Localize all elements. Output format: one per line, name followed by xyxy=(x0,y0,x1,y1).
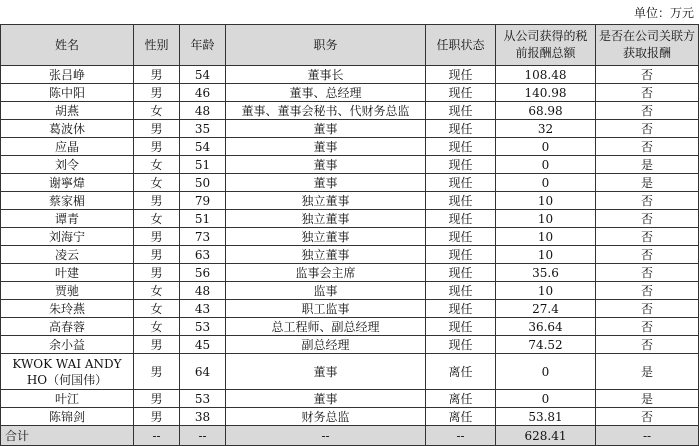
cell-related: 否 xyxy=(596,102,699,120)
cell-status: 现任 xyxy=(426,138,496,156)
cell-comp: 0 xyxy=(496,354,596,390)
cell-title: 独立董事 xyxy=(226,228,426,246)
cell-title: 董事 xyxy=(226,120,426,138)
cell-related: 否 xyxy=(596,300,699,318)
header-title: 职务 xyxy=(226,25,426,66)
cell-title: 董事长 xyxy=(226,66,426,84)
cell-gender: 男 xyxy=(134,354,180,390)
cell-related: 否 xyxy=(596,192,699,210)
cell-age: 51 xyxy=(180,210,226,228)
cell-comp: 0 xyxy=(496,390,596,408)
cell-comp: 27.4 xyxy=(496,300,596,318)
cell-gender: 女 xyxy=(134,318,180,336)
header-gender: 性别 xyxy=(134,25,180,66)
cell-related: 否 xyxy=(596,336,699,354)
cell-gender: 女 xyxy=(134,282,180,300)
cell-title: 董事、总经理 xyxy=(226,84,426,102)
cell-name: 高春蓉 xyxy=(1,318,134,336)
cell-gender: 男 xyxy=(134,66,180,84)
cell-gender: 女 xyxy=(134,156,180,174)
cell-status: 现任 xyxy=(426,282,496,300)
cell-title: 副总经理 xyxy=(226,336,426,354)
table-row xyxy=(1,156,699,174)
cell-status: 现任 xyxy=(426,192,496,210)
cell-status: 现任 xyxy=(426,228,496,246)
cell-status: 现任 xyxy=(426,120,496,138)
cell-title: 总工程师、副总经理 xyxy=(226,318,426,336)
cell-title: 监事 xyxy=(226,282,426,300)
cell-title: 监事会主席 xyxy=(226,264,426,282)
cell-comp: 68.98 xyxy=(496,102,596,120)
cell-comp: 10 xyxy=(496,228,596,246)
table-row xyxy=(1,264,699,282)
total-related: -- xyxy=(596,426,699,446)
cell-gender: 男 xyxy=(134,408,180,426)
cell-name: 应晶 xyxy=(1,138,134,156)
cell-comp: 74.52 xyxy=(496,336,596,354)
total-label: 合计 xyxy=(1,426,134,446)
cell-related: 否 xyxy=(596,408,699,426)
total-status: -- xyxy=(426,426,496,446)
cell-age: 48 xyxy=(180,102,226,120)
header-compensation: 从公司获得的税前报酬总额 xyxy=(496,25,596,66)
cell-title: 独立董事 xyxy=(226,246,426,264)
cell-name: 刘海宁 xyxy=(1,228,134,246)
cell-age: 35 xyxy=(180,120,226,138)
cell-status: 离任 xyxy=(426,408,496,426)
cell-name: 谢寧煒 xyxy=(1,174,134,192)
cell-comp: 0 xyxy=(496,174,596,192)
table-row xyxy=(1,318,699,336)
total-row xyxy=(1,426,699,446)
cell-related: 否 xyxy=(596,120,699,138)
cell-comp: 53.81 xyxy=(496,408,596,426)
cell-name: 谭青 xyxy=(1,210,134,228)
table-row xyxy=(1,408,699,426)
table-row xyxy=(1,210,699,228)
cell-name: 余小益 xyxy=(1,336,134,354)
header-row xyxy=(1,25,699,66)
cell-related: 否 xyxy=(596,282,699,300)
cell-title: 独立董事 xyxy=(226,192,426,210)
cell-title: 财务总监 xyxy=(226,408,426,426)
cell-name: 蔡家楣 xyxy=(1,192,134,210)
cell-status: 现任 xyxy=(426,66,496,84)
table-row xyxy=(1,354,699,390)
cell-title: 董事 xyxy=(226,354,426,390)
cell-title: 董事 xyxy=(226,138,426,156)
header-name: 姓名 xyxy=(1,25,134,66)
total-comp: 628.41 xyxy=(496,426,596,446)
cell-age: 73 xyxy=(180,228,226,246)
table-row xyxy=(1,282,699,300)
cell-comp: 10 xyxy=(496,246,596,264)
cell-status: 离任 xyxy=(426,354,496,390)
table-row xyxy=(1,102,699,120)
cell-title: 董事 xyxy=(226,174,426,192)
cell-comp: 35.6 xyxy=(496,264,596,282)
cell-gender: 男 xyxy=(134,390,180,408)
cell-name: 叶建 xyxy=(1,264,134,282)
cell-related: 否 xyxy=(596,138,699,156)
cell-title: 董事 xyxy=(226,390,426,408)
cell-age: 50 xyxy=(180,174,226,192)
cell-age: 46 xyxy=(180,84,226,102)
cell-title: 独立董事 xyxy=(226,210,426,228)
total-age: -- xyxy=(180,426,226,446)
cell-comp: 10 xyxy=(496,192,596,210)
cell-related: 否 xyxy=(596,246,699,264)
cell-related: 否 xyxy=(596,264,699,282)
table-row xyxy=(1,138,699,156)
table-row xyxy=(1,336,699,354)
table-row xyxy=(1,174,699,192)
cell-status: 现任 xyxy=(426,300,496,318)
header-age: 年龄 xyxy=(180,25,226,66)
cell-age: 56 xyxy=(180,264,226,282)
cell-age: 45 xyxy=(180,336,226,354)
cell-comp: 140.98 xyxy=(496,84,596,102)
cell-comp: 0 xyxy=(496,156,596,174)
cell-related: 否 xyxy=(596,228,699,246)
cell-comp: 32 xyxy=(496,120,596,138)
header-status: 任职状态 xyxy=(426,25,496,66)
cell-gender: 男 xyxy=(134,228,180,246)
cell-age: 54 xyxy=(180,138,226,156)
cell-status: 现任 xyxy=(426,210,496,228)
cell-gender: 男 xyxy=(134,246,180,264)
cell-age: 54 xyxy=(180,66,226,84)
cell-status: 现任 xyxy=(426,318,496,336)
cell-name: 葛波休 xyxy=(1,120,134,138)
cell-comp: 10 xyxy=(496,210,596,228)
cell-status: 现任 xyxy=(426,246,496,264)
table-row xyxy=(1,228,699,246)
cell-name: 陈中阳 xyxy=(1,84,134,102)
unit-label: 单位：万元 xyxy=(633,6,694,20)
cell-age: 43 xyxy=(180,300,226,318)
cell-name: 叶江 xyxy=(1,390,134,408)
cell-age: 63 xyxy=(180,246,226,264)
cell-gender: 男 xyxy=(134,138,180,156)
cell-name: 刘令 xyxy=(1,156,134,174)
cell-related: 否 xyxy=(596,84,699,102)
cell-related: 否 xyxy=(596,318,699,336)
cell-gender: 男 xyxy=(134,84,180,102)
cell-name: 胡燕 xyxy=(1,102,134,120)
compensation-table xyxy=(0,24,699,446)
cell-gender: 女 xyxy=(134,210,180,228)
table-row xyxy=(1,84,699,102)
cell-status: 现任 xyxy=(426,102,496,120)
cell-related: 是 xyxy=(596,354,699,390)
cell-gender: 男 xyxy=(134,264,180,282)
table-row xyxy=(1,390,699,408)
cell-status: 现任 xyxy=(426,336,496,354)
cell-name: KWOK WAI ANDY HO（何国伟） xyxy=(1,354,134,390)
table-row xyxy=(1,120,699,138)
cell-age: 53 xyxy=(180,390,226,408)
cell-age: 38 xyxy=(180,408,226,426)
cell-status: 现任 xyxy=(426,264,496,282)
cell-related: 是 xyxy=(596,390,699,408)
cell-name: 凌云 xyxy=(1,246,134,264)
cell-gender: 女 xyxy=(134,174,180,192)
cell-status: 现任 xyxy=(426,84,496,102)
cell-gender: 男 xyxy=(134,120,180,138)
cell-title: 董事 xyxy=(226,156,426,174)
cell-gender: 男 xyxy=(134,192,180,210)
cell-related: 是 xyxy=(596,174,699,192)
cell-age: 79 xyxy=(180,192,226,210)
cell-comp: 0 xyxy=(496,138,596,156)
cell-status: 现任 xyxy=(426,174,496,192)
cell-name: 贾驰 xyxy=(1,282,134,300)
cell-gender: 女 xyxy=(134,102,180,120)
cell-related: 否 xyxy=(596,66,699,84)
cell-status: 现任 xyxy=(426,156,496,174)
cell-age: 48 xyxy=(180,282,226,300)
cell-name: 朱玲燕 xyxy=(1,300,134,318)
cell-status: 离任 xyxy=(426,390,496,408)
cell-title: 董事、董事会秘书、代财务总监 xyxy=(226,102,426,120)
cell-age: 64 xyxy=(180,354,226,390)
cell-title: 职工监事 xyxy=(226,300,426,318)
table-body xyxy=(1,66,699,446)
table-row xyxy=(1,192,699,210)
cell-age: 53 xyxy=(180,318,226,336)
cell-related: 否 xyxy=(596,210,699,228)
total-gender: -- xyxy=(134,426,180,446)
total-title: -- xyxy=(226,426,426,446)
header-related-pay: 是否在公司关联方获取报酬 xyxy=(596,25,699,66)
cell-name: 张吕峥 xyxy=(1,66,134,84)
table-row xyxy=(1,300,699,318)
cell-comp: 10 xyxy=(496,282,596,300)
cell-gender: 男 xyxy=(134,336,180,354)
cell-age: 51 xyxy=(180,156,226,174)
cell-comp: 108.48 xyxy=(496,66,596,84)
cell-related: 是 xyxy=(596,156,699,174)
cell-gender: 女 xyxy=(134,300,180,318)
table-row xyxy=(1,66,699,84)
cell-comp: 36.64 xyxy=(496,318,596,336)
table-row xyxy=(1,246,699,264)
cell-name: 陈锦剑 xyxy=(1,408,134,426)
